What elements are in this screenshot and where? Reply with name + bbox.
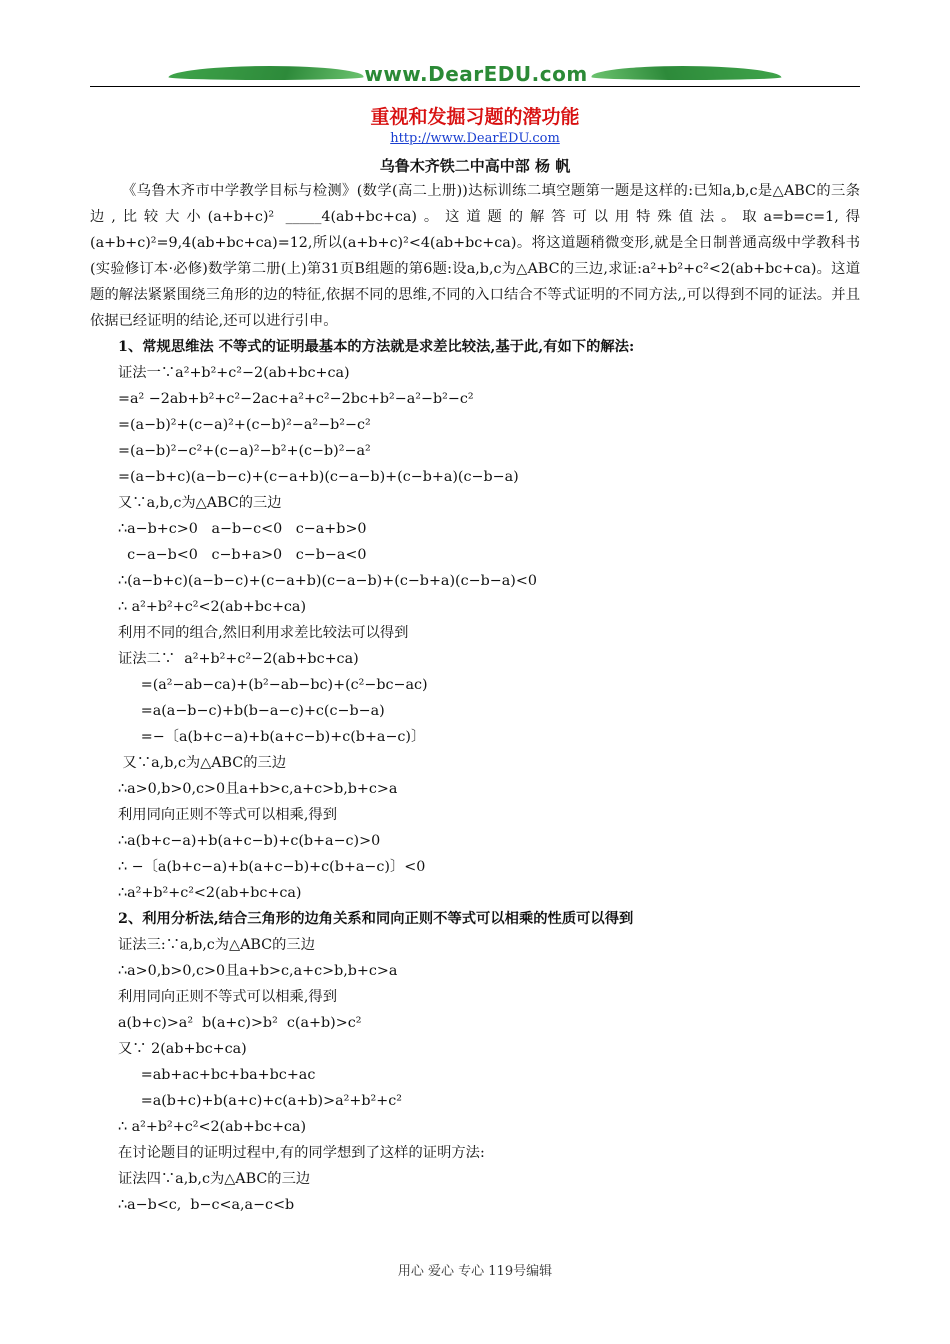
proof-line: 又∵ 2(ab+bc+ca) [118,1041,247,1057]
proof-line: =−〔a(b+c−a)+b(a+c−b)+c(b+a−c)〕 [118,729,426,745]
proof-line: 在讨论题目的证明过程中,有的同学想到了这样的证明方法: [118,1145,485,1161]
proof-line: 证法二∵ a²+b²+c²−2(ab+bc+ca) [118,651,359,667]
proof-line: =a² −2ab+b²+c²−2ac+a²+c²−2bc+b²−a²−b²−c² [118,391,474,407]
proof-line: 利用不同的组合,然旧利用求差比较法可以得到 [118,625,409,641]
proof-line: 又∵a,b,c为△ABC的三边 [118,755,287,771]
proof-line: =(a²−ab−ca)+(b²−ab−bc)+(c²−bc−ac) [118,677,428,693]
intro-paragraph: 《乌鲁木齐市中学教学目标与检测》(数学(高二上册))达标训练二填空题第一题是这样的:已知a,b,c是△ABC的三条边,比较大小(a+b+c)² _____4(ab+bc+ca)。这道题的解答可以用特殊值法。取a=b=c=1,得(a+b+c)²=9,4(ab+bc+ca)=12,所以(a+b+c)²<4(ab+bc+ca)。将这道题稍微变形,就是全日制普通高级中学教科书(实验修订本·必修)数学第二册(上)第31页B组题的第6题:设a,b,c为△ABC的三边,求证:a²+b²+c²<2(ab+bc+ca)。这道题的解法紧紧围绕三角形的边的特征,依据不同的思维,不同的入口结合不等式证明的不同方法,,可以得到不同的证法。并且依据已经证明的结论,还可以进行引申。 [90,183,860,329]
proof-line: ∴ a²+b²+c²<2(ab+bc+ca) [118,599,307,615]
page-footer: 用心 爱心 专心 119号编辑 [397,1264,553,1279]
site-logo[interactable]: www.DearEDU.com [364,62,588,86]
proof-line: =a(a−b−c)+b(b−a−c)+c(c−b−a) [118,703,385,719]
article-title: 重视和发掘习题的潜功能 [370,106,580,128]
section-heading: 1、常规思维法 不等式的证明最基本的方法就是求差比较法,基于此,有如下的解法: [118,339,635,355]
proof-line: ∴a(b+c−a)+b(a+c−b)+c(b+a−c)>0 [118,833,381,849]
proof-line: 又∵a,b,c为△ABC的三边 [118,495,282,511]
proof-line: =(a−b+c)(a−b−c)+(c−a+b)(c−a−b)+(c−b+a)(c−b−a) [118,469,519,485]
proof-line: =ab+ac+bc+ba+bc+ac [118,1067,316,1083]
section-heading: 2、利用分析法,结合三角形的边角关系和同向正则不等式可以相乘的性质可以得到 [118,911,634,927]
proof-line: 证法三:∵a,b,c为△ABC的三边 [118,937,315,953]
proof-line: ∴a−b<c, b−c<a,a−c<b [118,1197,295,1213]
proof-line: 利用同向正则不等式可以相乘,得到 [118,989,337,1005]
proof-line: =(a−b)²+(c−a)²+(c−b)²−a²−b²−c² [118,417,371,433]
proof-line: 证法一∵a²+b²+c²−2(ab+bc+ca) [118,365,350,381]
article-body [90,178,860,1218]
proof-line: c−a−b<0 c−b+a>0 c−b−a<0 [118,547,367,563]
proof-lines [118,334,860,1218]
proof-line: =(a−b)²−c²+(c−a)²−b²+(c−b)²−a² [118,443,371,459]
header-divider [90,86,860,87]
proof-line: ∴a>0,b>0,c>0且a+b>c,a+c>b,b+c>a [118,963,398,979]
source-link[interactable]: http://www.DearEDU.com [390,131,560,146]
proof-line: ∴a>0,b>0,c>0且a+b>c,a+c>b,b+c>a [118,781,398,797]
proof-line: 利用同向正则不等式可以相乘,得到 [118,807,337,823]
proof-line: =a(b+c)+b(a+c)+c(a+b)>a²+b²+c² [118,1093,402,1109]
proof-line: ∴a²+b²+c²<2(ab+bc+ca) [118,885,302,901]
proof-line: a(b+c)>a² b(a+c)>b² c(a+b)>c² [118,1015,362,1031]
proof-line: 证法四∵a,b,c为△ABC的三边 [118,1171,311,1187]
proof-line: ∴(a−b+c)(a−b−c)+(c−a+b)(c−a−b)+(c−b+a)(c−b−a)<0 [118,573,537,589]
proof-line: ∴ a²+b²+c²<2(ab+bc+ca) [118,1119,307,1135]
proof-line: ∴a−b+c>0 a−b−c<0 c−a+b>0 [118,521,367,537]
proof-line: ∴ −〔a(b+c−a)+b(a+c−b)+c(b+a−c)〕<0 [118,859,426,875]
author-line: 乌鲁木齐铁二中高中部 杨 帆 [379,157,571,175]
